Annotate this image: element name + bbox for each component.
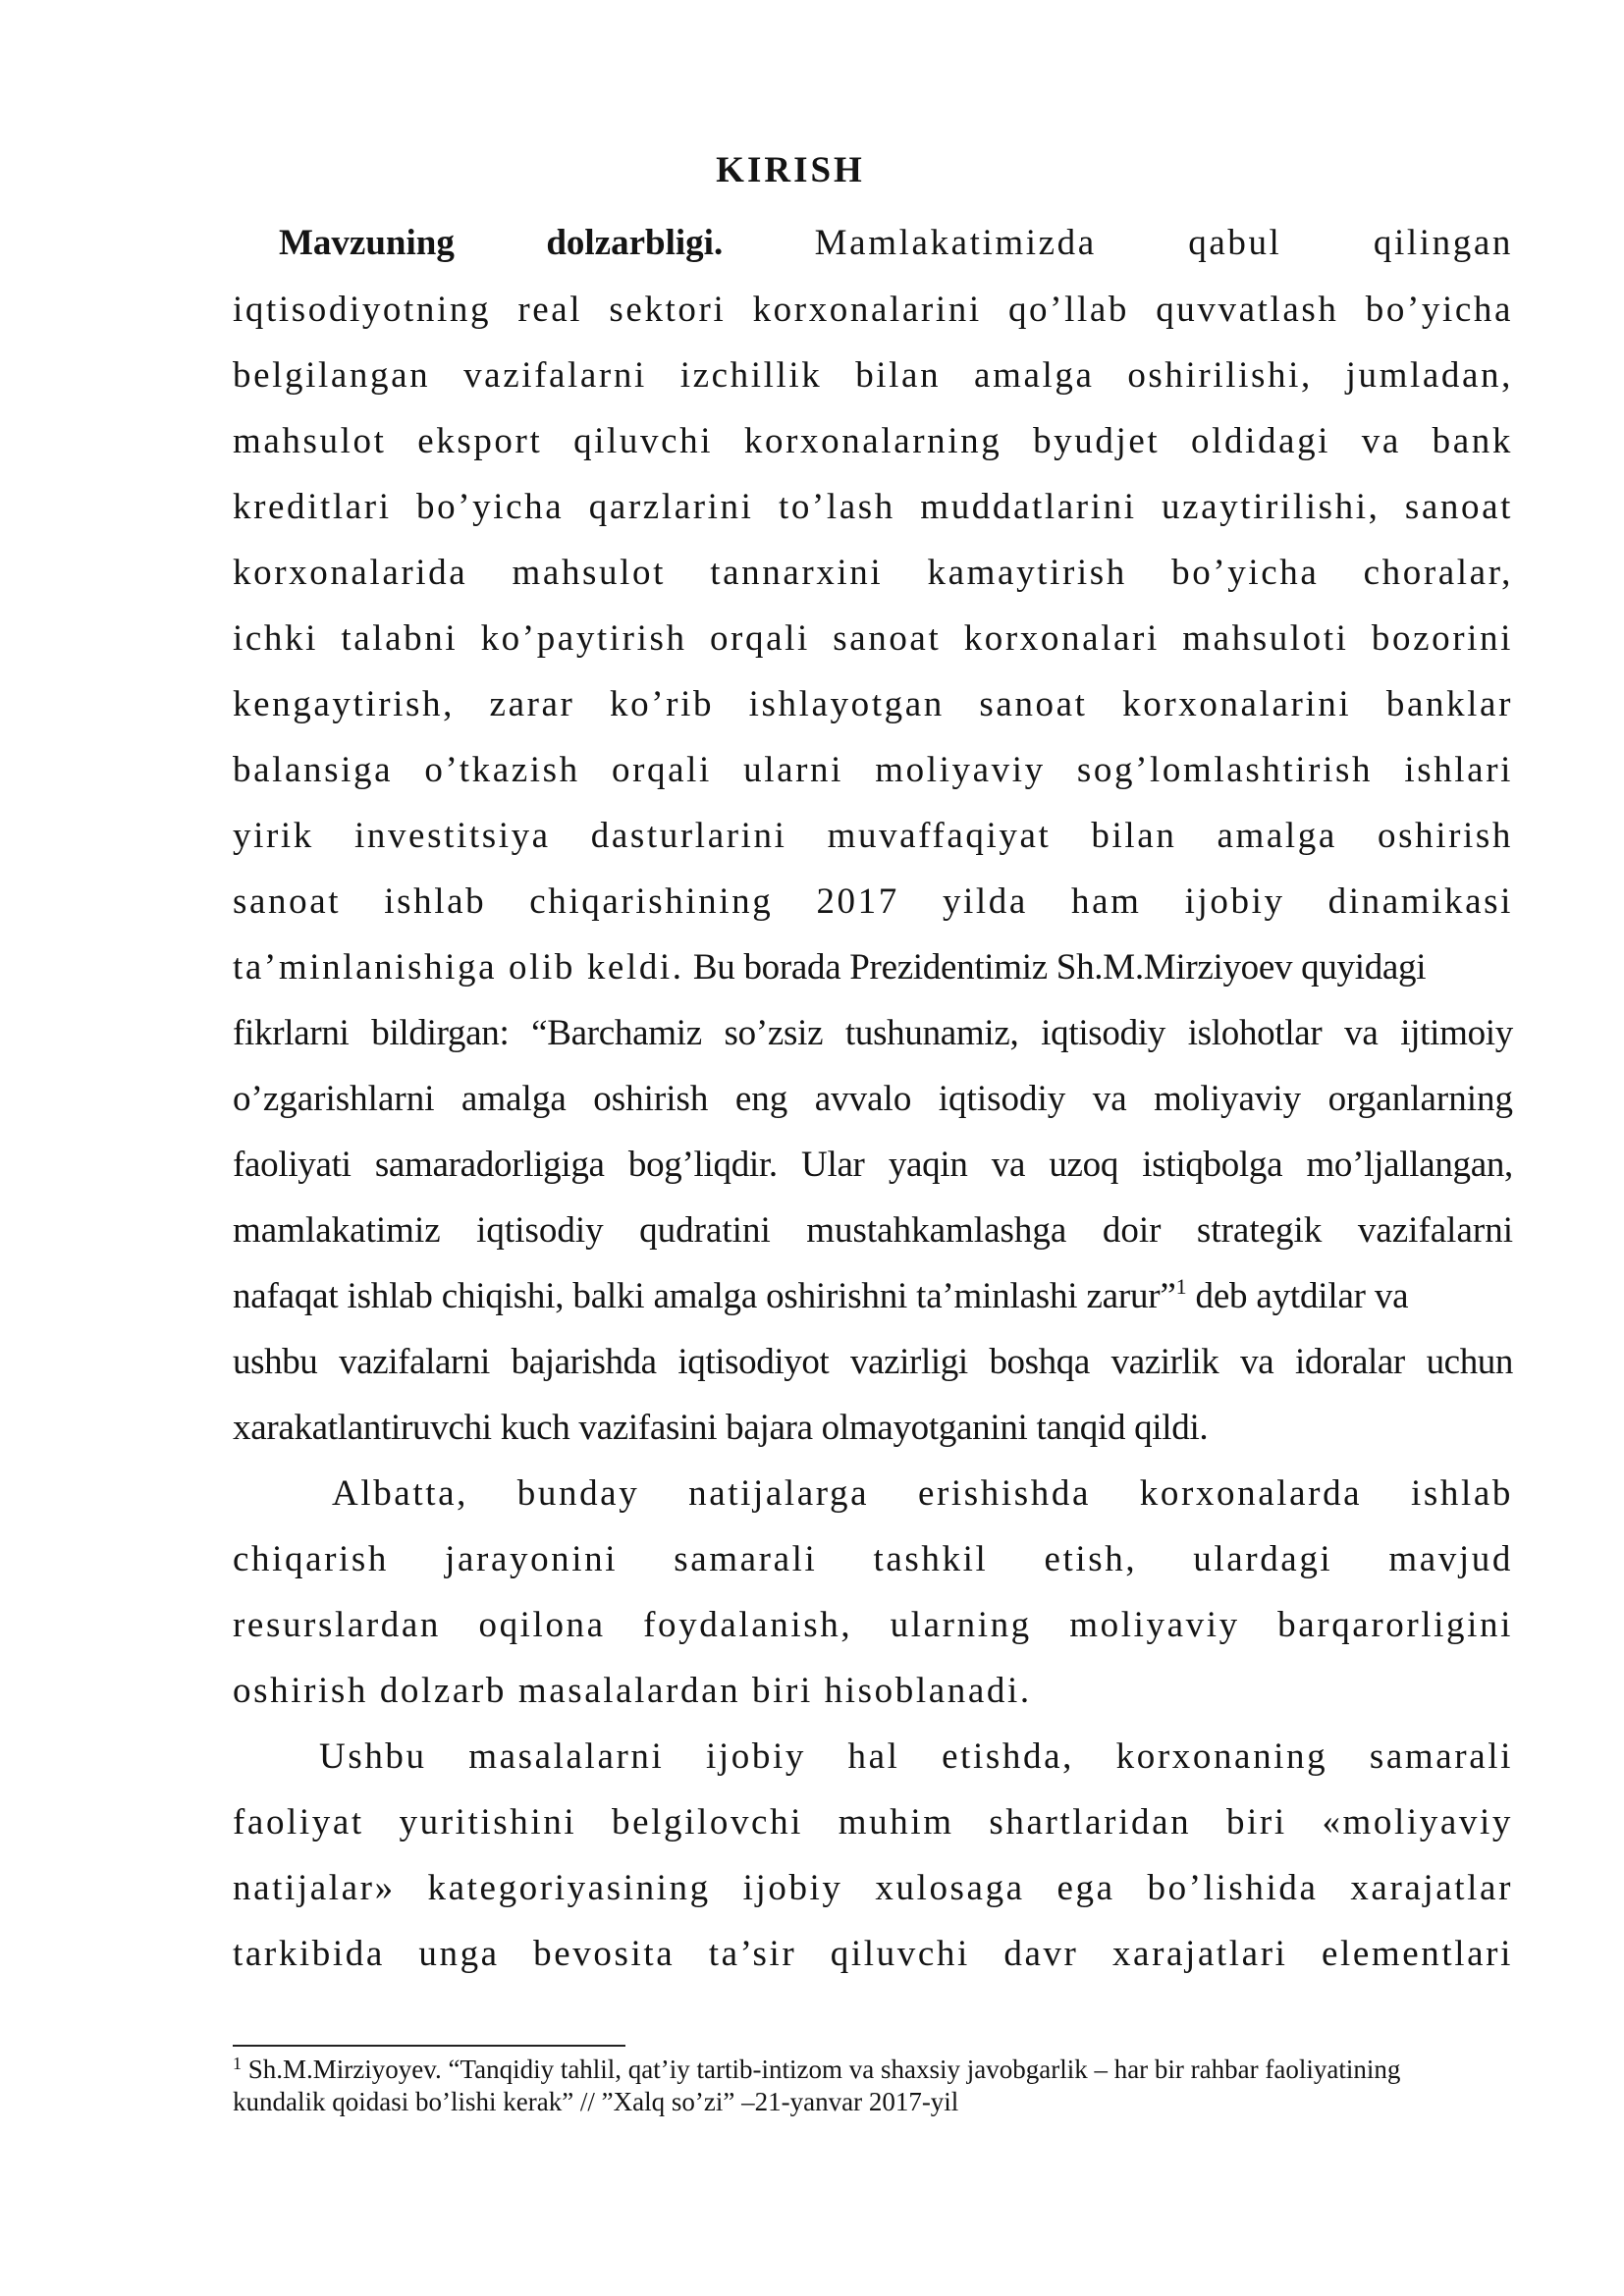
paragraph-line: natijalar» kategoriyasining ijobiy xulosaga ega bo’lishida xarajatlar: [233, 1868, 1513, 1908]
word: qabul: [1188, 223, 1282, 263]
paragraph-line: sanoat ishlab chiqarishining 2017 yilda ham ijobiy dinamikasi: [233, 881, 1513, 922]
paragraph-line: [233, 944, 1513, 991]
paragraph-line: oshirish dolzarb masalalardan biri hisoblanadi.: [233, 1671, 1032, 1711]
text-run: ta’minlanishiga olib keldi.: [233, 947, 684, 988]
paragraph-line: resurslardan oqilona foydalanish, ularning moliyaviy barqarorligini: [233, 1605, 1513, 1645]
paragraph-line: ichki talabni ko’paytirish orqali sanoat korxonalari mahsuloti bozorini: [233, 618, 1513, 659]
quote-line: mamlakatimiz iqtisodiy qudratini mustahkamlashga doir strategik vazifalarni: [233, 1210, 1513, 1251]
paragraph-line: mahsulot eksport qiluvchi korxonalarning byudjet oldidagi va bank: [233, 421, 1513, 461]
text-run: nafaqat ishlab chiqishi, balki amalga oshirishni ta’minlashi zarur”: [233, 1276, 1176, 1316]
footnote-line: [233, 2054, 1509, 2086]
paragraph-line: belgilangan vazifalarni izchillik bilan amalga oshirilishi, jumladan,: [233, 355, 1513, 396]
paragraph-line: balansiga o’tkazish orqali ularni moliyaviy sog’lomlashtirish ishlari: [233, 750, 1513, 790]
lead-term: Mavzuning: [279, 223, 455, 263]
paragraph-line: Albatta, bunday natijalarga erishishda korxonalarda ishlab: [332, 1473, 1513, 1514]
paragraph-line: korxonalarida mahsulot tannarxini kamaytirish bo’yicha choralar,: [233, 553, 1513, 593]
paragraph-line: faoliyat yuritishini belgilovchi muhim shartlaridan biri «moliyaviy: [233, 1802, 1513, 1842]
footnote-reference[interactable]: 1: [1175, 1274, 1187, 1299]
paragraph-line: kreditlari bo’yicha qarzlarini to’lash muddatlarini uzaytirilishi, sanoat: [233, 487, 1513, 527]
paragraph-line: kengaytirish, zarar ko’rib ishlayotgan sanoat korxonalarini banklar: [233, 684, 1513, 724]
paragraph-line: yirik investitsiya dasturlarini muvaffaqiyat bilan amalga oshirish: [233, 816, 1513, 856]
word: Mamlakatimizda: [814, 223, 1097, 263]
paragraph-line: tarkibida unga bevosita ta’sir qiluvchi davr xarajatlari elementlari: [233, 1934, 1513, 1974]
footnote-number: 1: [233, 2054, 242, 2073]
paragraph-line: xarakatlantiruvchi kuch vazifasini bajara olmayotganini tanqid qildi.: [233, 1408, 1209, 1448]
paragraph-line: iqtisodiyotning real sektori korxonalarini qo’llab quvvatlash bo’yicha: [233, 290, 1513, 330]
text-run: deb aytdilar va: [1186, 1276, 1409, 1316]
paragraph-line: [279, 220, 1513, 267]
quote-line: fikrlarni bildirgan: “Barchamiz so’zsiz tushunamiz, iqtisodiy islohotlar va ijtimoiy: [233, 1013, 1513, 1053]
quote-line: o’zgarishlarni amalga oshirish eng avvalo iqtisodiy va moliyaviy organlarning: [233, 1079, 1513, 1119]
footnote-separator: [233, 2045, 625, 2047]
paragraph-line: Ushbu masalalarni ijobiy hal etishda, korxonaning samarali: [319, 1736, 1513, 1777]
quote-line: faoliyati samaradorligiga bog’liqdir. Ular yaqin va uzoq istiqbolga mo’ljallangan,: [233, 1145, 1513, 1185]
section-heading: KIRISH: [716, 150, 865, 190]
quote-line: [233, 1273, 1513, 1320]
text-run: Bu borada Prezidentimiz Sh.M.Mirziyoev quyidagi: [692, 947, 1427, 988]
lead-term: dolzarbligi.: [546, 223, 724, 263]
word: qilingan: [1373, 223, 1513, 263]
paragraph-line: chiqarish jarayonini samarali tashkil etish, ulardagi mavjud: [233, 1539, 1513, 1579]
paragraph-line: ushbu vazifalarni bajarishda iqtisodiyot vazirligi boshqa vazirlik va idoralar uchun: [233, 1342, 1513, 1382]
footnote-line: kundalik qoidasi bo’lishi kerak” // ”Xalq so’zi” –21-yanvar 2017-yil: [233, 2087, 959, 2116]
footnote-text: Sh.M.Mirziyoyev. “Tanqidiy tahlil, qat’iy tartib-intizom va shaxsiy javobgarlik – har bir rahbar faoliyatining: [242, 2055, 1401, 2084]
